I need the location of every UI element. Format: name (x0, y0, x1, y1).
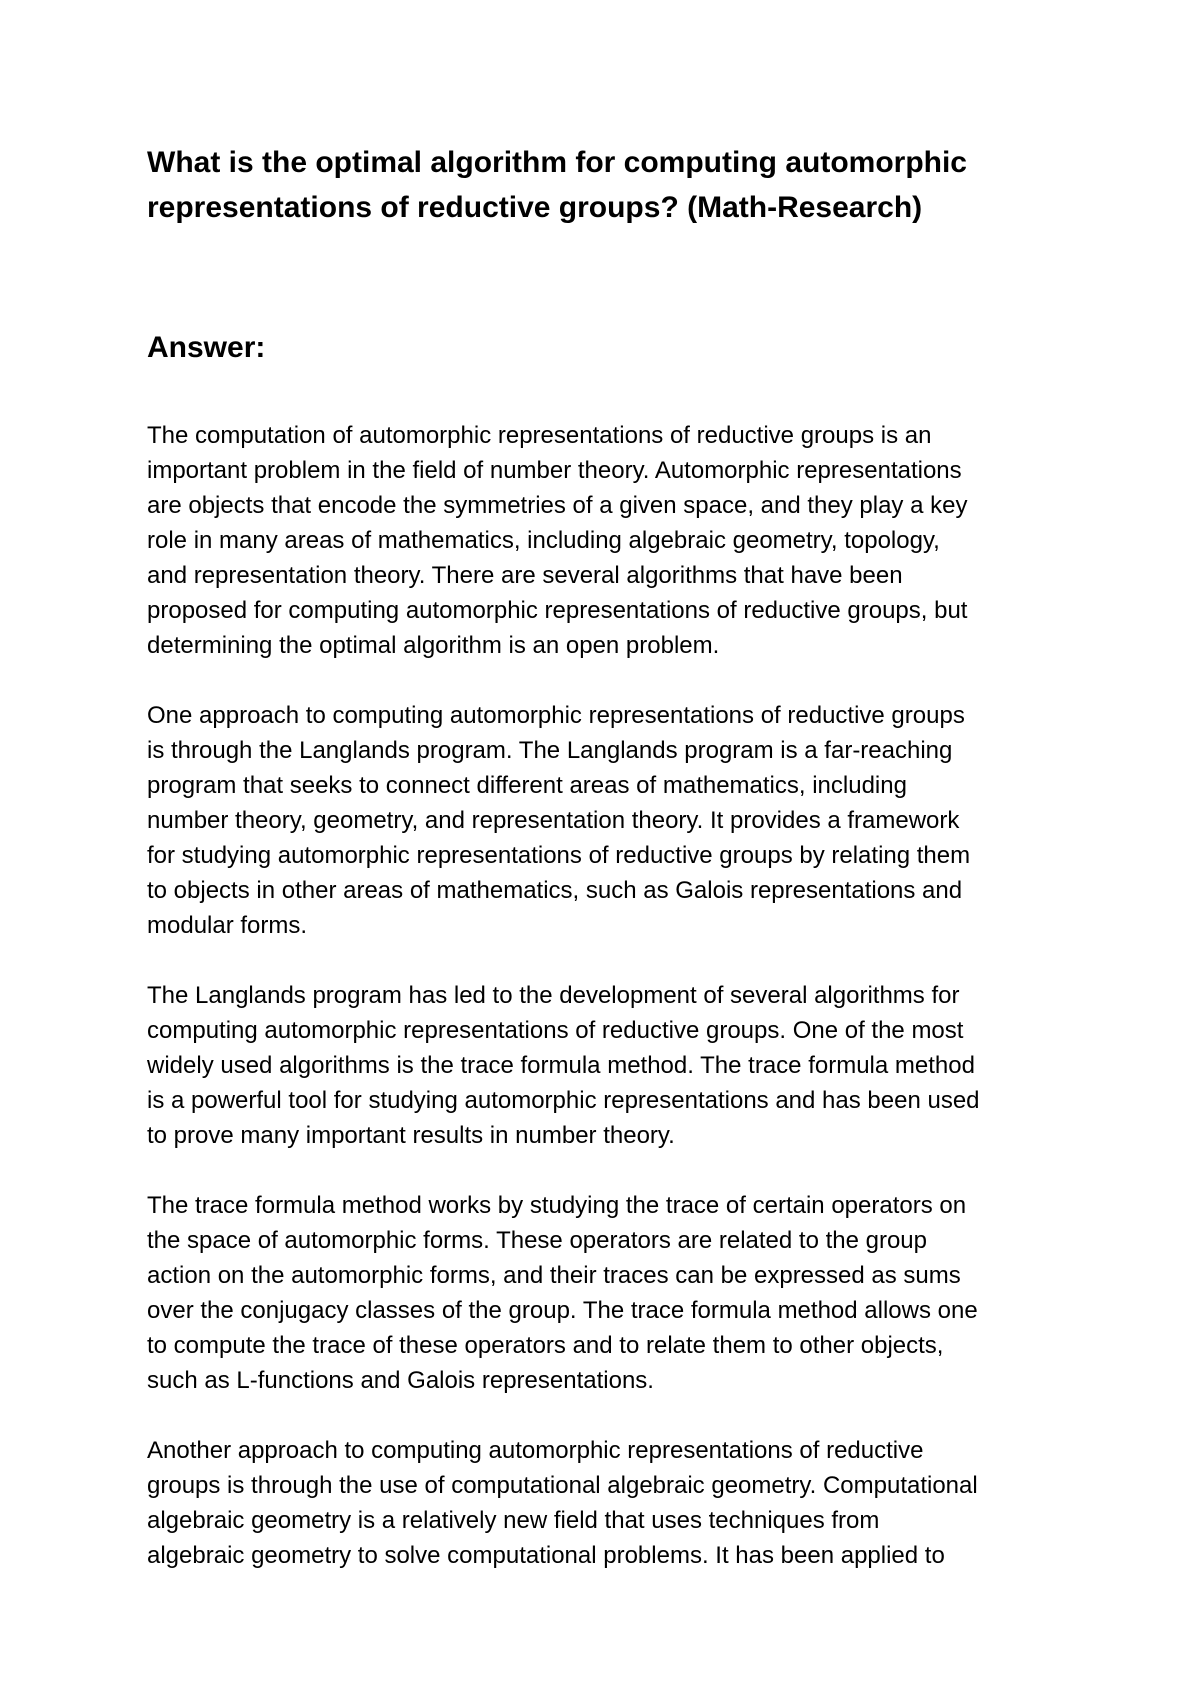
paragraph: Another approach to computing automorphic representations of reductive groups is through the use of computational algebraic geometry. Computational algebraic geometry is a relatively new field that uses techniques from algebraic geometry to solve computational problems. It has been applied to (147, 1437, 978, 1569)
answer-body (147, 418, 1077, 1573)
paragraph: The Langlands program has led to the development of several algorithms for computing automorphic representations of reductive groups. One of the most widely used algorithms is the trace formula method. The trace formula method is a powerful tool for studying automorphic representations and has been used to prove many important results in number theory. (147, 982, 980, 1149)
paragraph: The trace formula method works by studying the trace of certain operators on the space of automorphic forms. These operators are related to the group action on the automorphic forms, and their traces can be expressed as sums over the conjugacy classes of the group. The trace formula method allows one to compute the trace of these operators and to relate them to other objects, such as L-functions and Galois representations. (147, 1192, 978, 1394)
answer-heading: Answer: (147, 331, 266, 364)
paragraph: The computation of automorphic representations of reductive groups is an important problem in the field of number theory. Automorphic representations are objects that encode the symmetries of a given space, and they play a key role in many areas of mathematics, including algebraic geometry, topology, and representation theory. There are several algorithms that have been proposed for computing automorphic representations of reductive groups, but determining the optimal algorithm is an open problem. (147, 422, 968, 659)
document-title: What is the optimal algorithm for computing automorphic representations of reductive groups? (Math-Research) (147, 146, 967, 224)
document-page (147, 140, 1077, 1608)
paragraph: One approach to computing automorphic representations of reductive groups is through the Langlands program. The Langlands program is a far-reaching program that seeks to connect different areas of mathematics, including number theory, geometry, and representation theory. It provides a framework for studying automorphic representations of reductive groups by relating them to objects in other areas of mathematics, such as Galois representations and modular forms. (147, 702, 971, 939)
